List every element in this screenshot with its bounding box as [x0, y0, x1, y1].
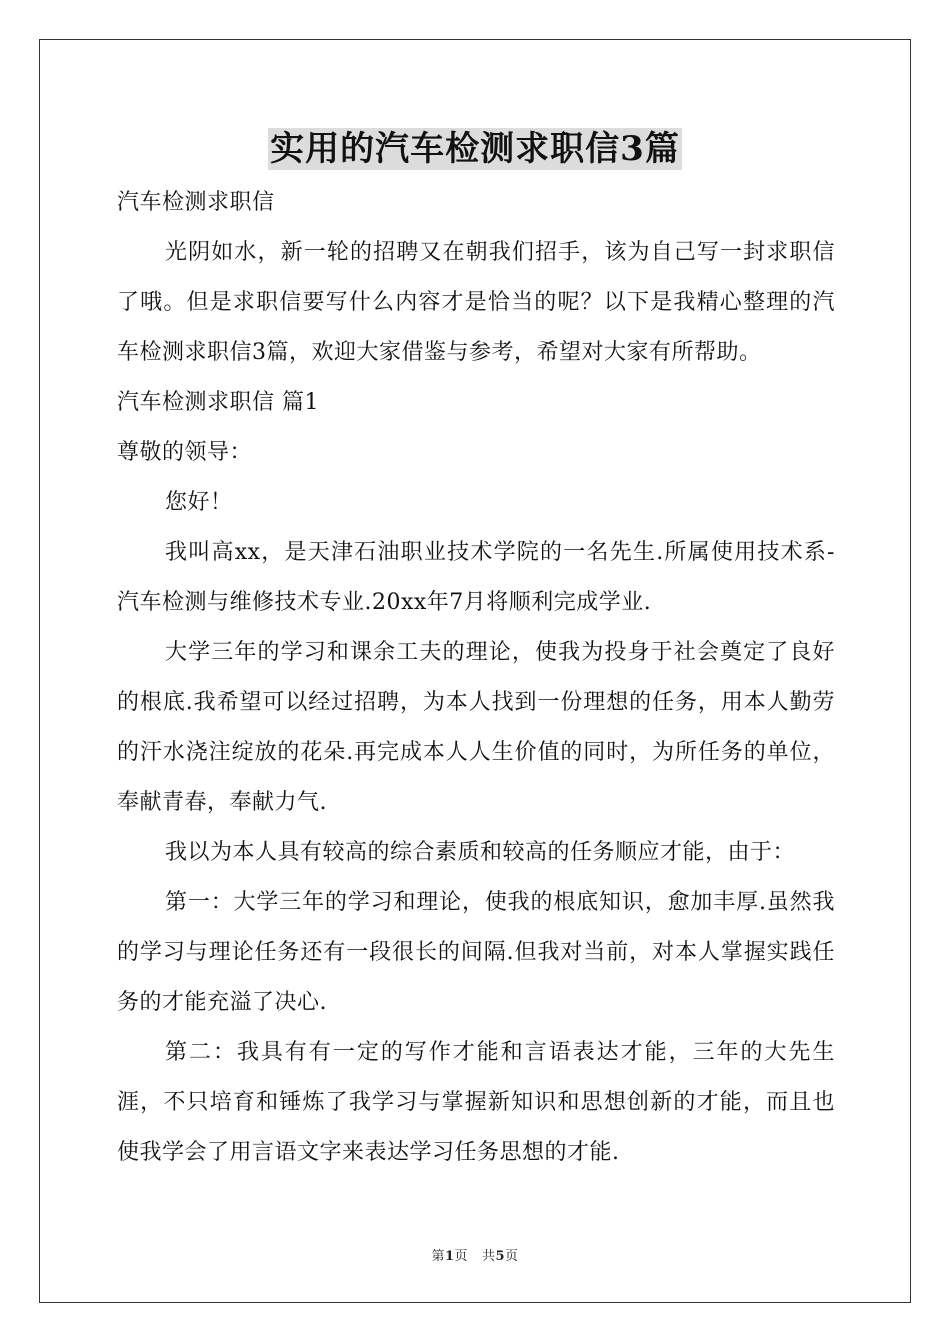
body-paragraph: 第一：大学三年的学习和理论，使我的根底知识，愈加丰厚.虽然我的学习与理论任务还有一段很长的间隔.但我对当前，对本人掌握实践任务的才能充溢了决心. — [117, 890, 835, 1015]
document-subtitle: 汽车检测求职信 — [117, 190, 275, 215]
body-paragraph: 我叫高xx，是天津石油职业技术学院的一名先生.所属使用技术系-汽车检测与维修技术专业.20xx年7月将顺利完成学业. — [117, 540, 835, 615]
salutation: 尊敬的领导： — [117, 440, 253, 465]
total-page-count: 5 — [495, 1249, 506, 1264]
page-footer — [0, 1245, 950, 1264]
page-suffix: 页 — [454, 1249, 469, 1264]
body-paragraph: 第二：我具有有一定的写作才能和言语表达才能，三年的大先生涯，不只培育和锤炼了我学习与掌握新知识和思想创新的才能，而且也使我学会了用言语文字来表达学习任务思想的才能. — [117, 1040, 835, 1165]
body-paragraph: 我以为本人具有较高的综合素质和较高的任务顺应才能，由于： — [165, 840, 796, 865]
document-body — [117, 178, 835, 1178]
greeting: 您好！ — [165, 490, 233, 515]
intro-paragraph: 光阴如水，新一轮的招聘又在朝我们招手，该为自己写一封求职信了哦。但是求职信要写什么内容才是恰当的呢？以下是我精心整理的汽车检测求职信3篇，欢迎大家借鉴与参考，希望对大家有所帮助。 — [117, 240, 835, 365]
total-suffix: 页 — [505, 1249, 519, 1264]
total-prefix: 共 — [481, 1249, 496, 1264]
title-container — [0, 128, 950, 170]
current-page-number: 1 — [444, 1249, 455, 1264]
body-paragraph: 大学三年的学习和课余工夫的理论，使我为投身于社会奠定了良好的根底.我希望可以经过招聘，为本人找到一份理想的任务，用本人勤劳的汗水浇注绽放的花朵.再完成本人人生价值的同时，为所任务的单位，奉献青春，奉献力气. — [117, 640, 835, 815]
section-heading: 汽车检测求职信 篇1 — [117, 390, 319, 415]
document-title: 实用的汽车检测求职信3篇 — [270, 129, 680, 169]
page-prefix: 第 — [431, 1249, 445, 1264]
